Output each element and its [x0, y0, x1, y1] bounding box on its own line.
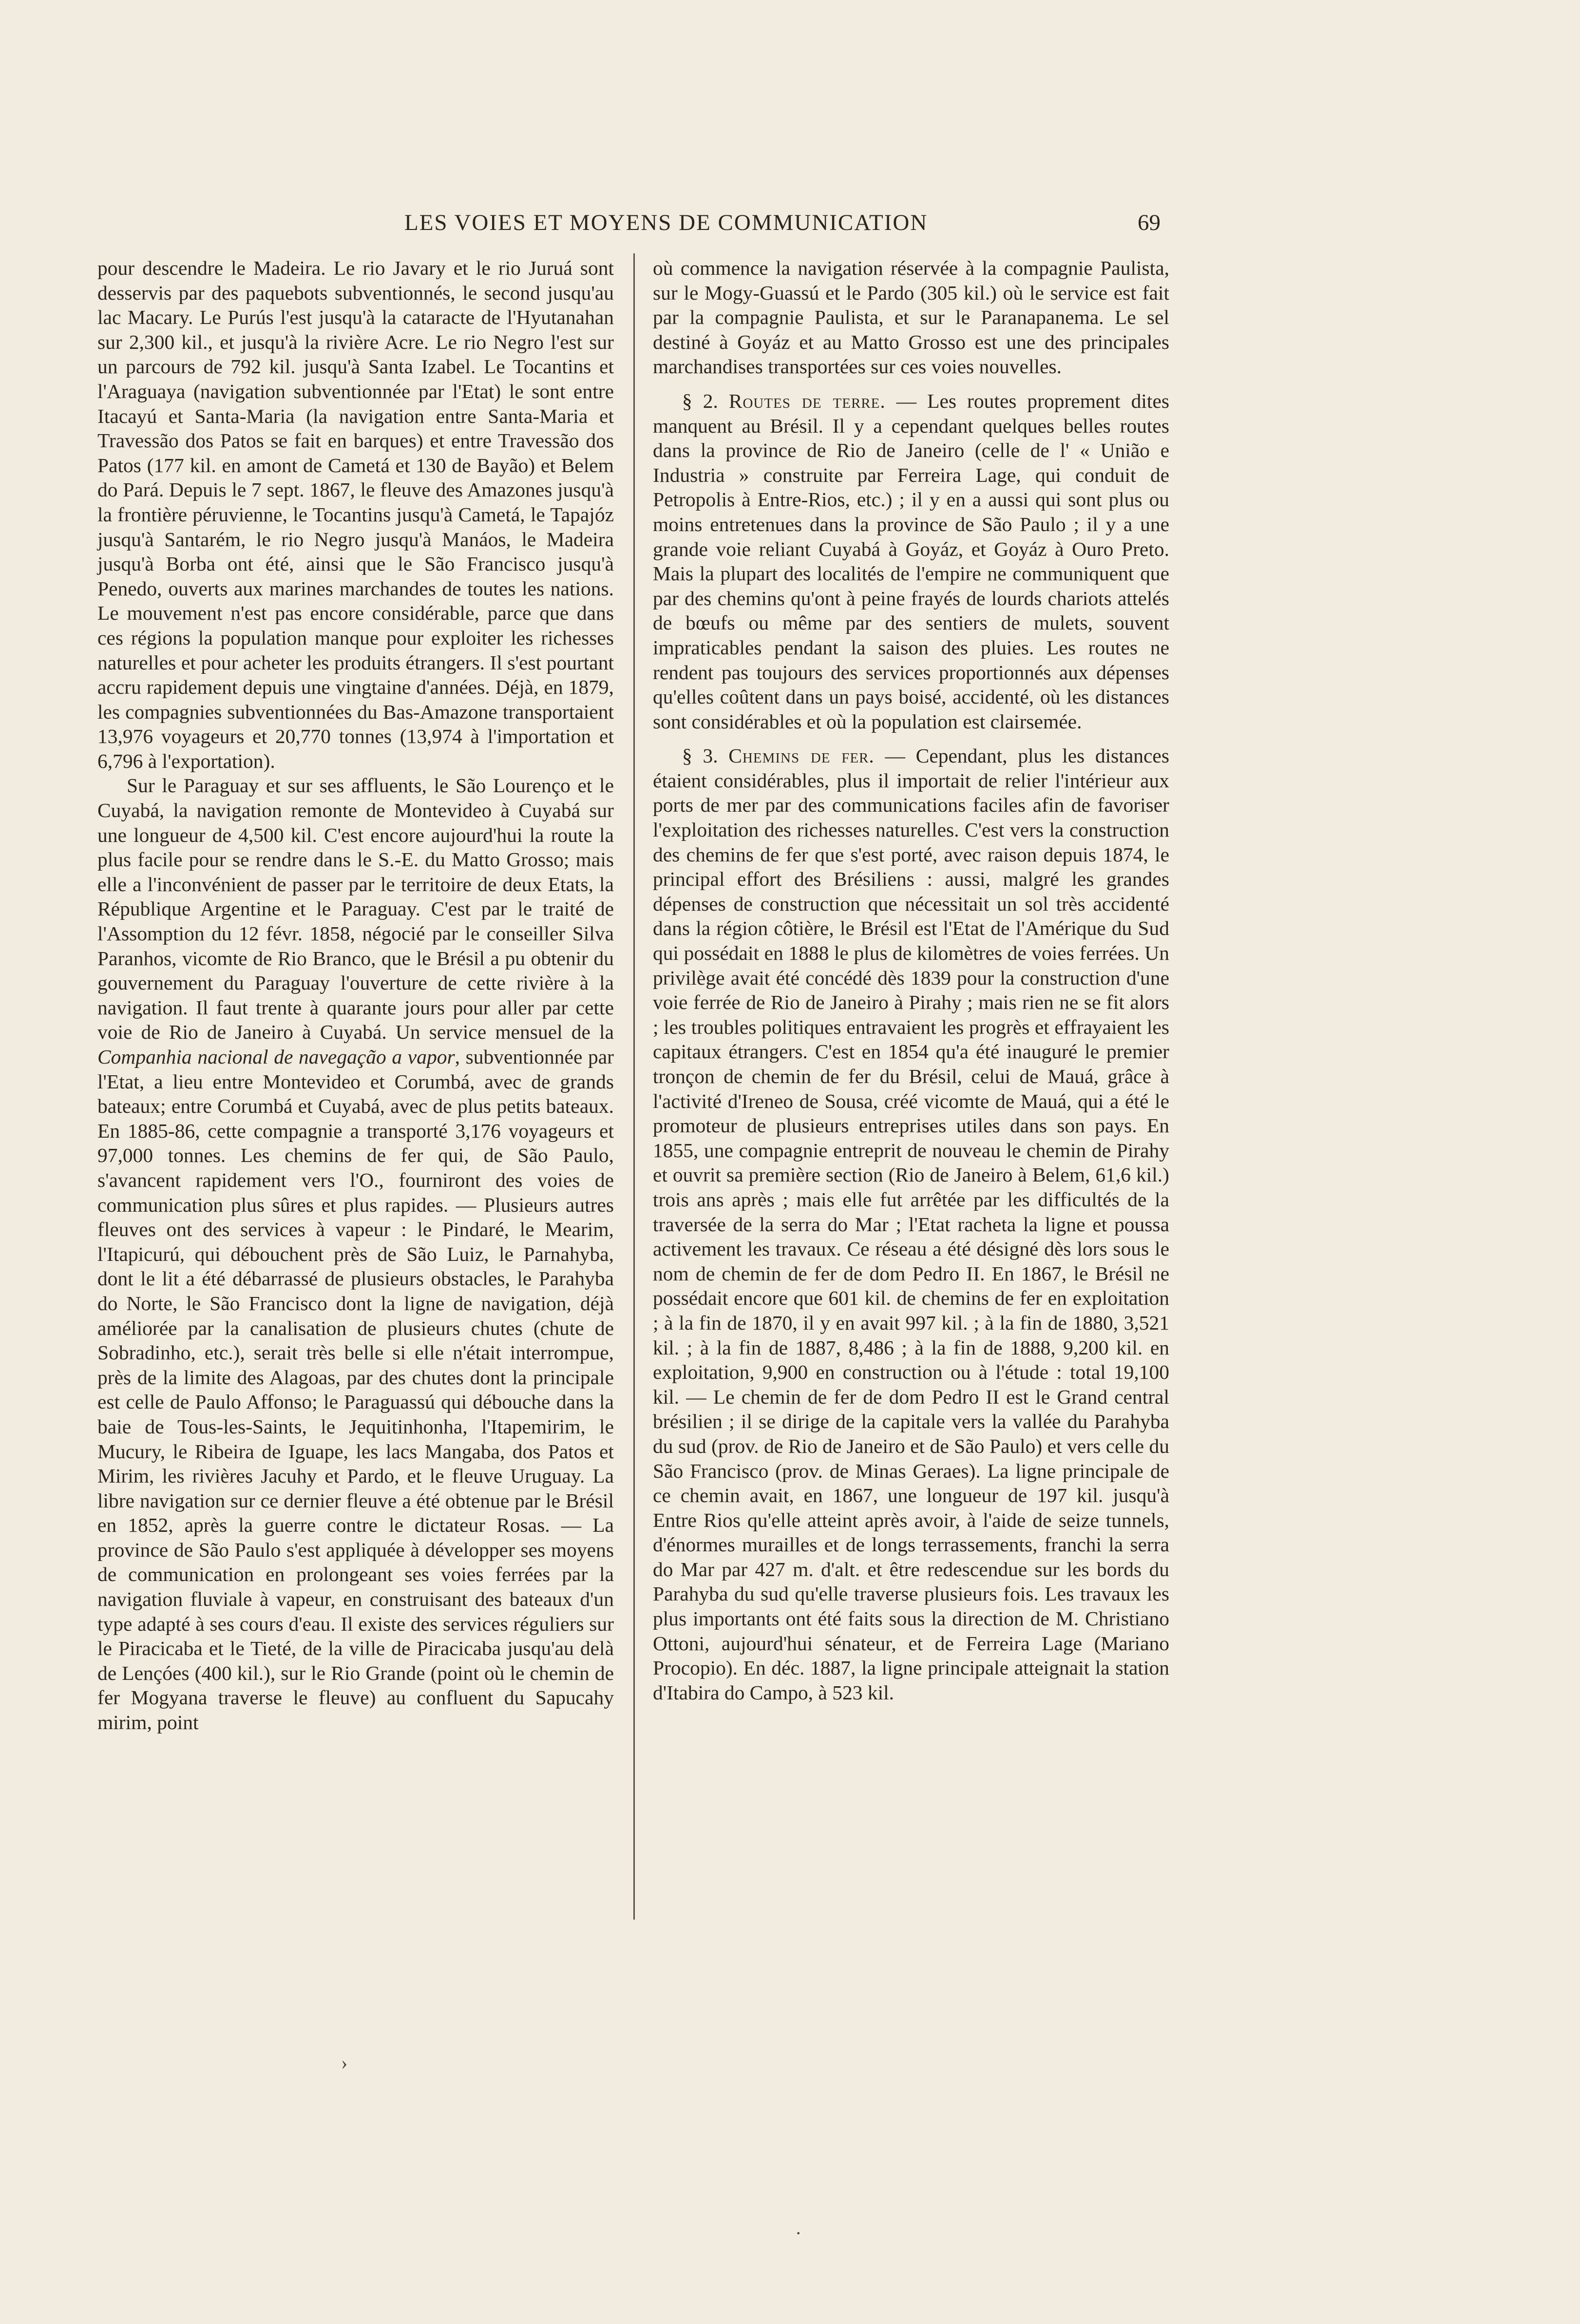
paraguay-text-start: Sur le Paraguay et sur ses affluents, le São Lourenço et le Cuyabá, la navigation remonte de Montevideo à Cuyabá sur une longueur de 4,500 kil. C'est encore aujourd'hui la route la plus facile pour se rendre dans le S.-E. du Matto Grosso; mais elle a l'inconvénient de passer par le territoire de deux Etats, la République Argentine et le Paraguay. C'est par le traité de l'Assomption du 12 févr. 1858, négocié par le conseiller Silva Paranhos, vicomte de Rio Branco, que le Brésil a pu obtenir du gouvernement du Paraguay l'ouverture de cette rivière à la navigation. Il faut trente à quarante jours pour aller par cette voie de Rio de Janeiro à Cuyabá. Un service mensuel de la [97, 774, 614, 1044]
section-2-text: — Les routes proprement dites manquent au Brésil. Il y a cependant quelques belles routes dans la province de Rio de Janeiro (celle de l' « União e Industria » construite par Ferreira Lage, qui conduit de Petropolis à Entre-Rios, etc.) ; il y en a aussi qui sont plus ou moins entretenues dans la province de São Paulo ; il y a une grande voie reliant Cuyabá à Goyáz, et Goyáz à Ouro Preto. Mais la plupart des localités de l'empire ne communiquent que par des chemins qu'ont à peine frayés de lourds chariots attelés de bœufs ou même par des sentiers de mulets, souvent impraticables pendant la saison des pluies. Les routes ne rendent pas toujours des services proportionnés aux dépenses qu'elles coûtent dans un pays boisé, accidenté, où les distances sont considérables et où la population est clairsemée. [653, 389, 1170, 733]
paragraph-amazon-navigation: pour descendre le Madeira. Le rio Javary et le rio Juruá sont desservis par des paquebots subventionnés, le second jusqu'au lac Macary. Le Purús l'est jusqu'à la cataracte de l'Hyutanahan sur 2,300 kil., et jusqu'à la rivière Acre. Le rio Negro l'est sur un parcours de 792 kil. jusqu'à Santa Izabel. Le Tocantins et l'Araguaya (navigation subventionnée par l'Etat) le sont entre Itacayú et Santa-Maria (la navigation entre Santa-Maria et Travessão dos Patos se fait en barques) et entre Travessão dos Patos (177 kil. en amont de Cametá et 130 de Bayão) et Belem do Pará. Depuis le 7 sept. 1867, le fleuve des Amazones jusqu'à la frontière péruvienne, le Tocantins jusqu'à Cametá, le Tapajóz jusqu'à Santarém, le rio Negro jusqu'à Manáos, le Madeira jusqu'à Borba ont été, ainsi que le São Francisco jusqu'à Penedo, ouverts aux marines marchandes de toutes les nations. Le mouvement n'est pas encore considérable, parce que dans ces régions la population manque pour exploiter les richesses naturelles et pour acheter les produits étrangers. Il s'est pourtant accru rapidement depuis une vingtaine d'années. Déjà, en 1879, les compagnies subventionnées du Bas-Amazone transportaient 13,976 voyageurs et 20,770 tonnes (13,974 à l'importation et 6,796 à l'exportation). [97, 257, 614, 772]
right-column [653, 256, 1169, 1705]
paragraph-paulista-navigation: où commence la navigation réservée à la compagnie Paulista, sur le Mogy-Guassú et le Pardo (305 kil.) où le service est fait par la compagnie Paulista, et sur le Paranapanema. Le sel destiné à Goyáz et au Matto Grosso est une des principales marchandises transportées sur ces voies nouvelles. [653, 257, 1169, 378]
column-divider [633, 253, 635, 1920]
section-2-title: Routes de terre. [728, 389, 886, 412]
section-3-title: Chemins de fer. [728, 744, 875, 767]
page-number: 69 [1138, 210, 1161, 235]
stray-ink-mark: › [341, 2052, 348, 2074]
left-column [97, 256, 614, 1735]
section-2-number: § 2. [682, 389, 718, 412]
running-title: LES VOIES ET MOYENS DE COMMUNICATION [404, 210, 928, 235]
section-3-number: § 3. [682, 744, 718, 767]
section-routes-de-terre [653, 389, 1169, 734]
stray-ink-mark: · [795, 2222, 802, 2244]
paraguay-text-end: , subventionnée par l'Etat, a lieu entre Montevideo et Corumbá, avec de grands bateaux; entre Corumbá et Cuyabá, avec de plus petits bateaux. En 1885-86, cette compagnie a transporté 3,176 voyageurs et 97,000 tonnes. Les chemins de fer qui, de São Paulo, s'avancent rapidement vers l'O., fourniront des voies de communication plus sûres et plus rapides. — Plusieurs autres fleuves ont des services à vapeur : le Pindaré, le Mearim, l'Itapicurú, qui débouchent près de São Luiz, le Parnahyba, dont le lit a été débarrassé de plusieurs obstacles, le Parahyba do Norte, le São Francisco dont la ligne de navigation, déjà améliorée par la canalisation de plusieurs chutes (chute de Sobradinho, etc.), serait très belle si elle n'était interrompue, près de la limite des Alagoas, par des chutes dont la principale est celle de Paulo Affonso; le Paraguassú qui débouche dans la baie de Tous-les-Saints, le Jequitinhonha, l'Itapemirim, le Mucury, le Ribeira de Iguape, les lacs Mangaba, dos Patos et Mirim, les rivières Jacuhy et Pardo, et le fleuve Uruguay. La libre navigation sur ce dernier fleuve a été obtenue par le Brésil en 1852, après la guerre contre le dictateur Rosas. — La province de São Paulo s'est appliquée à développer ses moyens de communication en prolongeant ses voies ferrées par la navigation fluviale à vapeur, en construisant des bateaux d'un type adapté à ses cours d'eau. Il existe des services réguliers sur le Piracicaba et le Tieté, de la ville de Piracicaba jusqu'au delà de Lençóes (400 kil.), sur le Rio Grande (point où le chemin de fer Mogyana traverse le fleuve) au confluent du Sapucahy mirim, point [97, 1046, 614, 1734]
section-3-text: — Cependant, plus les distances étaient considérables, plus il importait de relier l'intérieur aux ports de mer par des communications faciles afin de favoriser l'exploitation des richesses naturelles. C'est vers la construction des chemins de fer que s'est porté, avec raison depuis 1874, le principal effort des Brésiliens : aussi, malgré les grandes dépenses de construction que nécessitait un sol très accidenté dans la région côtière, le Brésil est l'Etat de l'Amérique du Sud qui possédait en 1888 le plus de kilomètres de voies ferrées. Un privilège avait été concédé dès 1839 pour la construction d'une voie ferrée de Rio de Janeiro à Pirahy ; mais rien ne se fit alors ; les troubles politiques entravaient les progrès et effrayaient les capitaux étrangers. C'est en 1854 qu'a été inauguré le premier tronçon de chemin de fer du Brésil, celui de Mauá, grâce à l'activité d'Ireneo de Sousa, créé vicomte de Mauá, qui a été le promoteur de plusieurs entreprises utiles dans son pays. En 1855, une compagnie entreprit de nouveau le chemin de Pirahy et ouvrit sa première section (Rio de Janeiro à Belem, 61,6 kil.) trois ans après ; mais elle fut arrêtée par les difficultés de la traversée de la serra do Mar ; l'Etat racheta la ligne et poussa activement les travaux. Ce réseau a été désigné dès lors sous le nom de chemin de fer de dom Pedro II. En 1867, le Brésil ne possédait encore que 601 kil. de chemins de fer en exploitation ; à la fin de 1870, il y en avait 997 kil. ; à la fin de 1880, 3,521 kil. ; à la fin de 1887, 8,486 ; à la fin de 1888, 9,200 kil. en exploitation, 9,900 en construction ou à l'étude : total 19,100 kil. — Le chemin de fer de dom Pedro II est le Grand central brésilien ; il se dirige de la capitale vers la vallée du Parahyba du sud (prov. de Rio de Janeiro et de São Paulo) et vers celle du São Francisco (prov. de Minas Geraes). La ligne principale de ce chemin avait, en 1867, une longueur de 197 kil. jusqu'à Entre Rios qu'elle atteint après avoir, à l'aide de seize tunnels, d'énormes murailles et de longs terrassements, franchi la serra do Mar par 427 m. d'alt. et être redescendue sur les bords du Parahyba du sud qu'elle traverse plusieurs fois. Les travaux les plus importants ont été faits sous la direction de M. Christiano Ottoni, aujourd'hui sénateur, et de Ferreira Lage (Mariano Procopio). En déc. 1887, la ligne principale atteignait la station d'Itabira do Campo, à 523 kil. [653, 744, 1169, 1704]
paragraph-paraguay-navigation [97, 773, 614, 1734]
section-chemins-de-fer [653, 743, 1169, 1705]
company-name: Companhia nacional de navegação a vapor [97, 1046, 455, 1068]
page-header [97, 210, 1169, 244]
